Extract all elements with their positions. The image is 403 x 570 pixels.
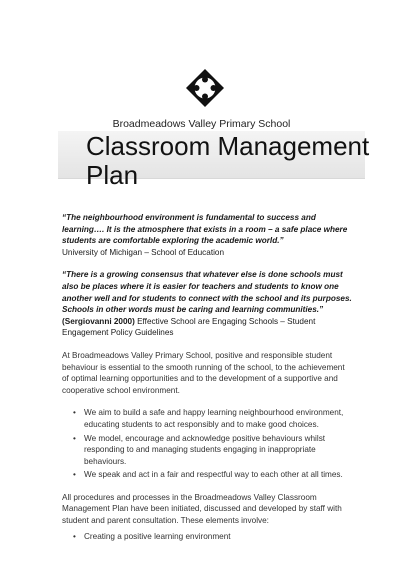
- quote-text: “There is a growing consensus that whatever else is done schools must also be places where it is easier for teachers and students to know one another well and for students to connect with the school and its purposes. Schools in other words must be caring and learning communities.”: [62, 270, 352, 315]
- document-title-continued: Plan: [86, 160, 139, 190]
- quote-author: (Sergiovanni 2000): [62, 316, 135, 326]
- quote-block: [62, 269, 352, 339]
- document-title: Classroom Management: [86, 131, 370, 161]
- list-item: • We aim to build a safe and happy learning neighbourhood environment, educating students to act responsibly and to make good choices.: [62, 407, 352, 430]
- school-name: Broadmeadows Valley Primary School: [112, 118, 291, 130]
- quote-source: Effective School are Engaging Schools – Student Engagement Policy Guidelines: [62, 316, 316, 338]
- aims-list: [62, 407, 352, 481]
- list-item: • We speak and act in a fair and respectful way to each other at all times.: [62, 469, 352, 481]
- school-logo-icon: [185, 68, 225, 108]
- quote-citation: [62, 316, 352, 339]
- procedures-paragraph: All procedures and processes in the Broadmeadows Valley Classroom Management Plan have been initiated, discussed and developed by staff with student and parent consultation. These elements involve:: [62, 492, 342, 526]
- list-item: • We model, encourage and acknowledge positive behaviours whilst responding to and managing students engaging in inappropriate behaviours.: [62, 433, 352, 468]
- quote-source: University of Michigan – School of Education: [62, 247, 225, 257]
- quote-block: [62, 212, 352, 258]
- document-body: [62, 212, 352, 553]
- elements-list: [62, 531, 352, 543]
- intro-paragraph: At Broadmeadows Valley Primary School, positive and responsible student behaviour is essential to the smooth running of the school, to the achievement of optimal learning opportunities and to the development of a supportive and cooperative school environment.: [62, 350, 345, 395]
- quote-text: “The neighbourhood environment is fundamental to success and learning…. It is the atmosphere that exists in a room – a safe place where students are comfortable exploring the academic world.”: [62, 213, 348, 246]
- list-item: • Creating a positive learning environment: [62, 531, 352, 543]
